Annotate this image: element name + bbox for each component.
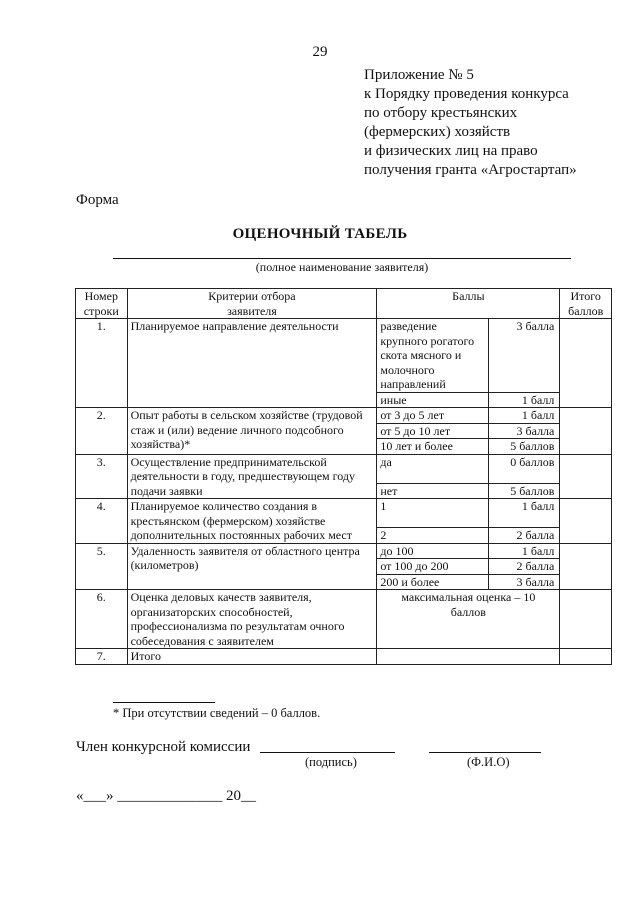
row-number: 5. (76, 543, 128, 590)
total-cell (560, 454, 612, 499)
header-text: Итого (570, 289, 601, 303)
header-text: баллов (568, 303, 604, 318)
option-cell: 10 лет и более (377, 439, 488, 455)
header-row-number (76, 289, 128, 319)
header-criteria (127, 289, 377, 319)
points-cell: 1 балл (488, 543, 560, 559)
table-row (76, 499, 612, 528)
appendix-line: (фермерских) хозяйств (364, 124, 511, 140)
total-cell (560, 408, 612, 455)
table-row (76, 590, 612, 649)
appendix-line: к Порядку проведения конкурса (364, 86, 569, 102)
footnote-divider (113, 702, 215, 703)
option-cell: да (377, 454, 488, 483)
row-number: 1. (76, 319, 128, 408)
criterion-cell: Итого (127, 649, 377, 665)
document-title: ОЦЕНОЧНЫЙ ТАБЕЛЬ (232, 226, 408, 242)
row-number: 7. (76, 649, 128, 665)
header-text: Номер (84, 289, 118, 303)
total-cell (560, 543, 612, 590)
total-cell (560, 590, 612, 649)
table-row (76, 408, 612, 424)
points-cell: 1 балл (488, 392, 560, 408)
criterion-cell: Опыт работы в сельском хозяйстве (трудовой стаж и (или) ведение личного подсобного хозяйства)* (127, 408, 377, 455)
applicant-name-line (113, 258, 571, 259)
option-cell: иные (377, 392, 488, 408)
criterion-cell: Удаленность заявителя от областного центра (километров) (127, 543, 377, 590)
appendix-block (364, 66, 577, 180)
points-cell: 2 балла (488, 559, 560, 575)
row-number: 2. (76, 408, 128, 455)
table-row (76, 319, 612, 393)
header-total (560, 289, 612, 319)
criterion-cell: Оценка деловых качеств заявителя, организаторских способностей, профессионализма по результатам очного собеседования с заявителем (127, 590, 377, 649)
row-number: 3. (76, 454, 128, 499)
points-cell: 5 баллов (488, 439, 560, 455)
max-score-cell: максимальная оценка – 10 баллов (377, 590, 560, 649)
header-points: Баллы (377, 289, 560, 319)
appendix-line: по отбору крестьянских (364, 105, 518, 121)
appendix-line: получения гранта «Агростартап» (364, 162, 577, 178)
header-text: строки (83, 303, 119, 318)
points-cell: 3 балла (488, 319, 560, 393)
option-cell: 1 (377, 499, 488, 528)
option-cell: от 3 до 5 лет (377, 408, 488, 424)
points-cell: 3 балла (488, 423, 560, 439)
option-cell: от 5 до 10 лет (377, 423, 488, 439)
criterion-cell: Планируемое количество создания в крестьянском (фермерском) хозяйстве дополнительных постоянных рабочих мест (127, 499, 377, 544)
total-cell (560, 319, 612, 408)
total-cell (560, 499, 612, 544)
points-cell: 3 балла (488, 574, 560, 590)
table-row (76, 454, 612, 483)
points-cell (377, 649, 560, 665)
criterion-cell: Осуществление предпринимательской деятельности в году, предшествующем году подачи заявки (127, 454, 377, 499)
option-cell: от 100 до 200 (377, 559, 488, 575)
footnote: * При отсутствии сведений – 0 баллов. (113, 706, 321, 720)
applicant-name-caption: (полное наименование заявителя) (255, 260, 429, 274)
evaluation-table (75, 288, 612, 665)
form-label: Форма (76, 192, 119, 208)
option-cell: нет (377, 483, 488, 499)
appendix-line: Приложение № 5 (364, 67, 474, 83)
date-line: «___» ______________ 20__ (76, 788, 256, 804)
table-header-row (76, 289, 612, 319)
row-number: 4. (76, 499, 128, 544)
name-line (429, 752, 541, 753)
points-cell: 5 баллов (488, 483, 560, 499)
points-cell: 1 балл (488, 408, 560, 424)
option-cell: 2 (377, 528, 488, 544)
total-cell (560, 649, 612, 665)
page-number: 29 (312, 44, 328, 60)
points-cell: 0 баллов (488, 454, 560, 483)
option-cell: разведение крупного рогатого скота мясного и молочного направлений (377, 319, 488, 393)
option-cell: 200 и более (377, 574, 488, 590)
header-text: Критерии отбора (208, 289, 296, 303)
points-cell: 1 балл (488, 499, 560, 528)
table-row (76, 649, 612, 665)
name-caption: (Ф.И.О) (467, 755, 510, 769)
appendix-line: и физических лиц на право (364, 143, 538, 159)
points-cell: 2 балла (488, 528, 560, 544)
row-number: 6. (76, 590, 128, 649)
criterion-cell: Планируемое направление деятельности (127, 319, 377, 408)
header-text: заявителя (227, 303, 277, 318)
signature-caption: (подпись) (305, 755, 357, 769)
option-cell: до 100 (377, 543, 488, 559)
commission-member-label: Член конкурсной комиссии (76, 739, 251, 755)
table-row (76, 543, 612, 559)
signature-line (260, 752, 395, 753)
